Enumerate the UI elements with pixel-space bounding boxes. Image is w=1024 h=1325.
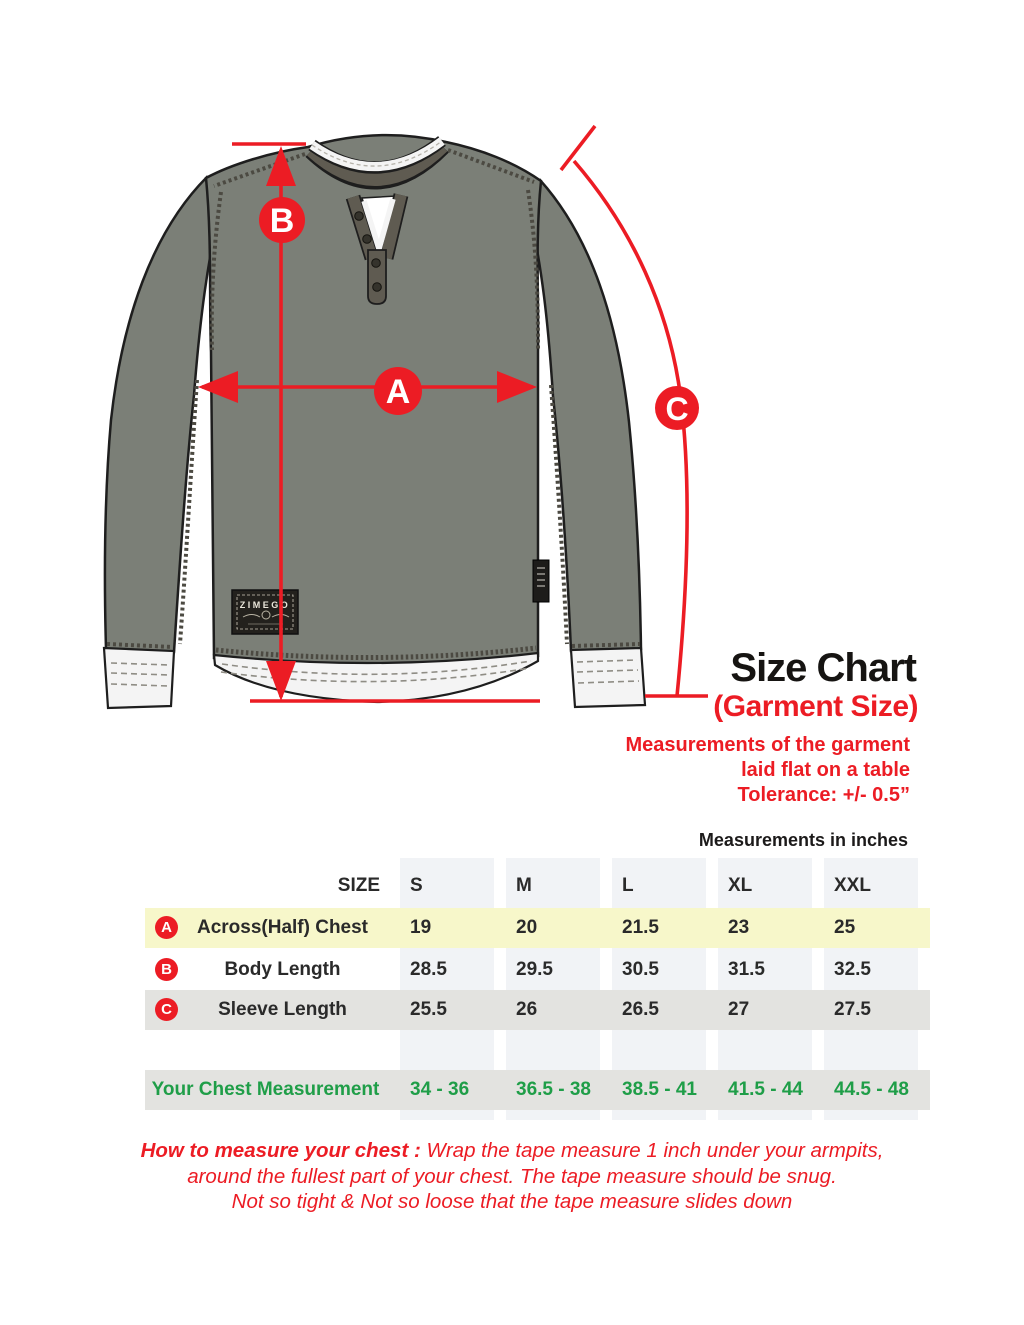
page-subtitle: (Garment Size) — [713, 690, 918, 723]
value-a-l: 21.5 — [622, 917, 659, 938]
value-b-l: 30.5 — [622, 959, 659, 980]
brand-label: ZIMEGO — [239, 600, 291, 610]
chest-range-s: 34 - 36 — [410, 1079, 470, 1100]
col-header-xxl: XXL — [834, 875, 871, 896]
svg-text:B: B — [269, 202, 295, 240]
value-c-s: 25.5 — [410, 999, 447, 1020]
instruction-line-1: How to measure your chest : Wrap the tape measure 1 inch under your armpits, — [140, 1139, 884, 1162]
units-note: Measurements in inches — [698, 830, 908, 850]
value-c-xxl: 27.5 — [834, 999, 871, 1020]
value-a-xl: 23 — [728, 917, 750, 938]
col-header-m: M — [516, 875, 532, 896]
badge-a — [374, 367, 422, 415]
value-b-xl: 31.5 — [728, 959, 765, 980]
chest-range-m: 36.5 - 38 — [516, 1079, 591, 1100]
row-badge-c: C — [155, 998, 178, 1021]
table-row-your-chest — [145, 1070, 930, 1110]
table-row-sleeve-length — [145, 990, 930, 1030]
badge-c — [655, 386, 699, 430]
row-badge-b: B — [155, 958, 178, 981]
row-badge-a: A — [155, 916, 178, 939]
col-header-s: S — [410, 875, 423, 896]
value-c-m: 26 — [516, 999, 538, 1020]
chest-range-xxl: 44.5 - 48 — [834, 1079, 909, 1100]
side-tag — [533, 560, 549, 602]
value-a-m: 20 — [516, 917, 538, 938]
page-title: Size Chart — [730, 646, 916, 690]
brand-patch — [232, 590, 298, 634]
value-b-xxl: 32.5 — [834, 959, 871, 980]
value-a-s: 19 — [410, 917, 432, 938]
value-a-xxl: 25 — [834, 917, 856, 938]
chest-range-l: 38.5 - 41 — [622, 1079, 697, 1100]
svg-text:A: A — [385, 373, 411, 411]
col-header-l: L — [622, 875, 634, 896]
note-line-1: Measurements of the garment — [625, 734, 910, 756]
value-b-s: 28.5 — [410, 959, 447, 980]
instruction-lead: How to measure your chest : — [140, 1139, 421, 1162]
table-row-across-chest — [145, 908, 930, 948]
row-label: Across(Half) Chest — [196, 917, 369, 938]
table-row-body-length — [145, 950, 930, 990]
row-label: Body Length — [224, 959, 341, 980]
note-line-2: laid flat on a table — [741, 759, 910, 781]
measure-instructions — [0, 1138, 1024, 1215]
svg-text:C: C — [665, 391, 689, 427]
chest-range-xl: 41.5 - 44 — [728, 1079, 803, 1100]
size-table — [145, 858, 930, 1120]
table-header-row — [145, 858, 930, 898]
instruction-line-3: Not so tight & Not so loose that the tape measure slides down — [231, 1190, 793, 1213]
note-line-3: Tolerance: +/- 0.5” — [737, 784, 910, 806]
size-header: SIZE — [337, 875, 380, 896]
row-label: Sleeve Length — [218, 999, 347, 1020]
instruction-line-2: around the fullest part of your chest. The tape measure should be snug. — [187, 1164, 837, 1188]
your-chest-label: Your Chest Measurement — [151, 1079, 380, 1100]
col-header-xl: XL — [728, 875, 753, 896]
value-b-m: 29.5 — [516, 959, 553, 980]
badge-b — [259, 197, 305, 243]
value-c-l: 26.5 — [622, 999, 659, 1020]
value-c-xl: 27 — [728, 999, 750, 1020]
measurement-note — [625, 733, 910, 808]
